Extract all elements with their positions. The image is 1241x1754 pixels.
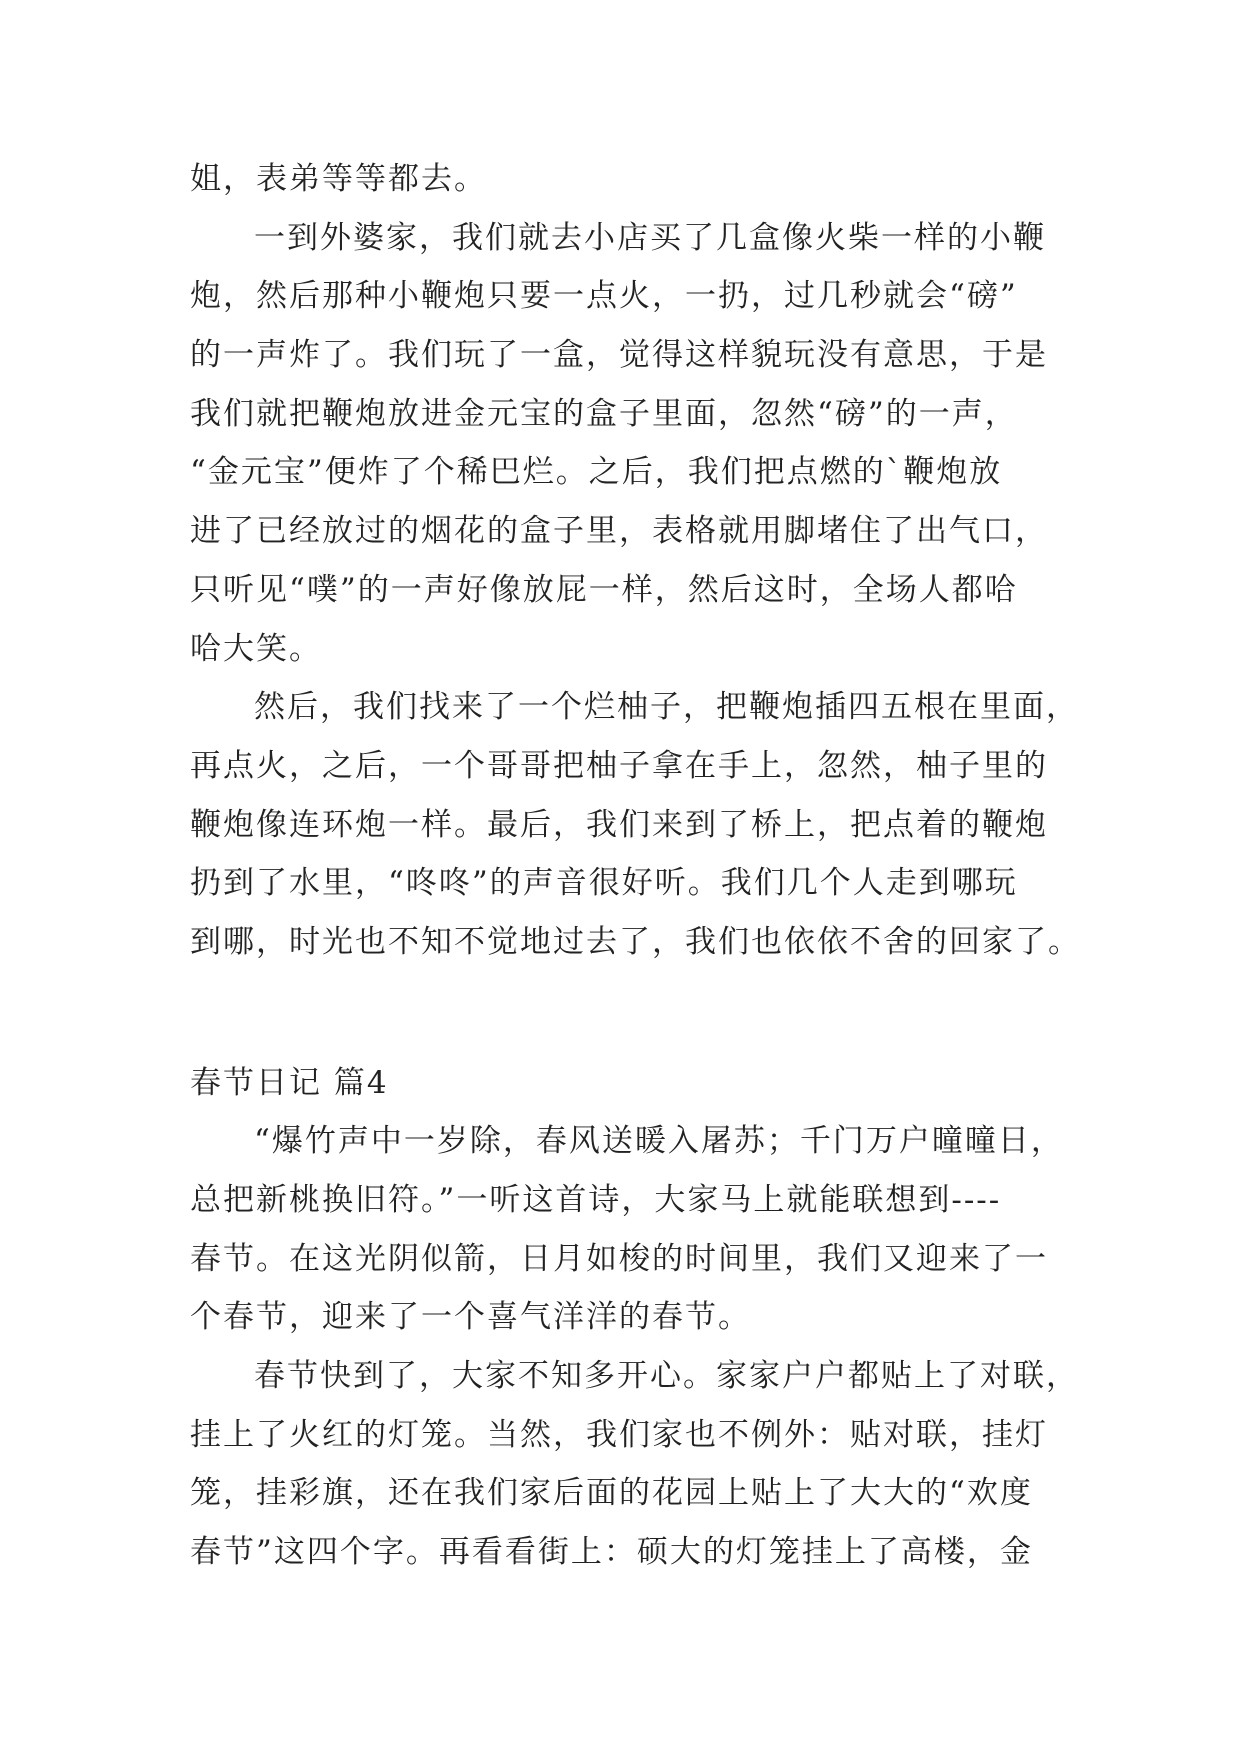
text-line: 到哪，时光也不知不觉地过去了，我们也依依不舍的回家了。 [190,923,1081,960]
text-line: 总把新桃换旧符。”一听这首诗，大家马上就能联想到---- [190,1182,1002,1218]
text-line: 然后，我们找来了一个烂柚子，把鞭炮插四五根在里面， [254,689,1079,726]
text-line: 个春节，迎来了一个喜气洋洋的春节。 [190,1299,751,1336]
text-line: 再点火，之后，一个哥哥把柚子拿在手上，忽然，柚子里的 [190,747,1048,784]
text-line: 只听见“噗”的一声好像放屁一样，然后这时，全场人都哈 [190,571,1018,608]
continuation-text [190,150,1050,209]
text-line: 哈大笑。 [190,630,322,667]
text-line: “金元宝”便炸了个稀巴烂。之后，我们把点燃的`鞭炮放 [190,454,1003,491]
text-line: 炮，然后那种小鞭炮只要一点火，一扔，过几秒就会“磅” [190,278,1018,315]
paragraph-poem-intro [190,1112,1064,1347]
paragraph-pomelo-firecrackers [190,678,1081,971]
paragraph-firecrackers-at-grandma [190,209,1050,679]
text-line: 姐，表弟等等都去。 [190,161,487,197]
text-line: 我们就把鞭炮放进金元宝的盒子里面，忽然“磅”的一声， [190,395,1018,432]
paragraph-festival-decorations [190,1347,1079,1582]
text-line: 笼，挂彩旗，还在我们家后面的花园上贴上了大大的“欢度 [190,1475,1033,1512]
text-line: 春节”这四个字。再看看街上：硕大的灯笼挂上了高楼，金 [190,1534,1033,1571]
text-line: 扔到了水里，“咚咚”的声音很好听。我们几个人走到哪玩 [190,865,1018,902]
document-page [190,150,1081,1582]
text-line: 春节快到了，大家不知多开心。家家户户都贴上了对联， [254,1358,1079,1395]
section-spacer [190,972,1050,1054]
text-line: 挂上了火红的灯笼。当然，我们家也不例外：贴对联，挂灯 [190,1416,1048,1453]
text-line: 进了已经放过的烟花的盒子里，表格就用脚堵住了出气口， [190,513,1048,550]
text-line: “爆竹声中一岁除，春风送暖入屠苏；千门万户曈曈日， [254,1123,1064,1160]
text-line: 一到外婆家，我们就去小店买了几盒像火柴一样的小鞭 [254,219,1046,256]
text-line: 鞭炮像连环炮一样。最后，我们来到了桥上，把点着的鞭炮 [190,806,1048,843]
text-line: 春节。在这光阴似箭，日月如梭的时间里，我们又迎来了一 [190,1240,1048,1277]
text-line: 的一声炸了。我们玩了一盒，觉得这样貌玩没有意思，于是 [190,337,1048,374]
section-title: 春节日记 篇4 [190,1064,389,1101]
